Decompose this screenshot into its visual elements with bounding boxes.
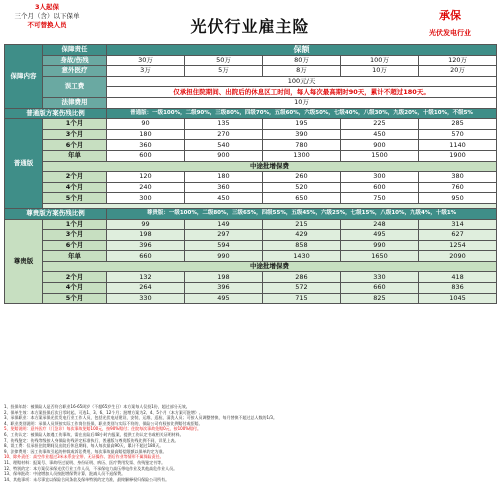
death-amount: 120万 <box>419 55 497 66</box>
premium-value: 900 <box>341 140 419 151</box>
note-line: 14、其他事项：未尽事宜以保险合同条款及保单特别约定为准，最终解释权归保险公司所有。 <box>4 476 170 482</box>
premium-value: 715 <box>263 293 341 304</box>
period-label: 年单 <box>43 251 107 262</box>
lost-wage-label: 误工费 <box>43 76 107 97</box>
period-label: 6个月 <box>43 240 107 251</box>
premium-value: 600 <box>341 182 419 193</box>
table-row <box>5 193 497 204</box>
premium-value: 836 <box>419 283 497 294</box>
premium-value: 429 <box>263 230 341 241</box>
premium-value: 660 <box>341 283 419 294</box>
premium-version-label: 尊贵版 <box>5 219 43 304</box>
min-people-note: 3人起保 <box>34 3 60 11</box>
premium-value: 540 <box>185 140 263 151</box>
premium-value: 2090 <box>419 251 497 262</box>
underwrite-label: 承保 <box>439 9 461 22</box>
table-row <box>5 129 497 140</box>
premium-value: 149 <box>185 219 263 230</box>
coverage-section-label: 保障内容 <box>5 45 43 109</box>
note-line: 3、承保职业：本方案承保光伏发电行业工作人员，包括光伏电站建设、安装、运维、巡检、清洗人员；可按人员调整替换，每月替换不超过总人数的1/3。 <box>4 415 277 421</box>
premium-value: 225 <box>341 119 419 130</box>
premium-value: 264 <box>107 283 185 294</box>
col-liability-header: 保障责任 <box>43 45 107 56</box>
normal-mid-title: 中途批增保费 <box>43 161 497 172</box>
period-label: 3个月 <box>43 129 107 140</box>
premium-value: 600 <box>107 150 185 161</box>
premium-value: 198 <box>107 230 185 241</box>
premium-value: 248 <box>341 219 419 230</box>
note-line: 4、职业类别说明：承保人员须按实际工作岗位投保，职业类别与实际不符的，保险公司有权按比例赔付或拒赔。 <box>4 420 203 426</box>
premium-value: 450 <box>185 193 263 204</box>
note-line: 12、特别约定：本方案仅承保光伏行业工作人员，不承保电力高压带电作业及其他高危作业人员。 <box>4 465 178 471</box>
premium-value: 360 <box>185 182 263 193</box>
premium-value: 180 <box>107 129 185 140</box>
note-line: 5、免赔说明：意外医疗（门急诊）每次事故免赔100元，按90%赔付；住院每次事故免赔0元，按100%赔付。 <box>4 426 202 432</box>
lost-wage-amount: 100元/天 <box>107 76 497 87</box>
premium-value: 1900 <box>419 150 497 161</box>
premium-value: 300 <box>341 172 419 183</box>
period-label: 4个月 <box>43 283 107 294</box>
table-row <box>5 283 497 294</box>
period-label: 6个月 <box>43 140 107 151</box>
note-line: 1、投保年龄：被保险人是否符合职业16-65周岁（不超65岁生日）本方案每人仅投1份，超过部分无效。 <box>4 404 190 409</box>
premium-value: 330 <box>341 272 419 283</box>
premium-value: 1045 <box>419 293 497 304</box>
table-row <box>5 251 497 262</box>
note-line: 8、误工费：仅承担住院期间及出院后休息期间，每人每次最高90天，累计不超过180天。 <box>4 443 164 449</box>
premium-value: 495 <box>341 230 419 241</box>
table-row <box>5 55 497 66</box>
premium-value: 396 <box>107 240 185 251</box>
premium-value: 215 <box>263 219 341 230</box>
premium-value: 297 <box>185 230 263 241</box>
premium-value: 1140 <box>419 140 497 151</box>
premium-plan-desc: 尊贵版：一级100%，二级80%，三级65%，四级55%，五级45%，六级25%，七级15%，八级10%，九级4%，十级1% <box>107 208 497 219</box>
terms-notes <box>4 404 496 498</box>
premium-value: 314 <box>419 219 497 230</box>
table-row <box>5 108 497 119</box>
table-row <box>5 119 497 130</box>
normal-plan-title: 普通版方案伤残比例 <box>5 108 107 119</box>
premium-value: 1254 <box>419 240 497 251</box>
premium-value: 300 <box>107 193 185 204</box>
period-label: 2个月 <box>43 172 107 183</box>
period-label: 1个月 <box>43 219 107 230</box>
normal-plan-desc: 普通版：一级100%，二级90%，三级80%，四级70%，五级60%，六级50%，七级40%，八级30%，九级20%，十级10%，不级5% <box>107 108 497 119</box>
premium-value: 650 <box>263 193 341 204</box>
premium-value: 1430 <box>263 251 341 262</box>
premium-value: 594 <box>185 240 263 251</box>
note-line: 13、保单批改：中途增加人员按批增保费计算，批减人员不退保费。 <box>4 471 126 477</box>
premium-value: 286 <box>263 272 341 283</box>
premium-value: 450 <box>341 129 419 140</box>
table-row <box>5 66 497 77</box>
premium-value: 858 <box>263 240 341 251</box>
death-amount: 100万 <box>341 55 419 66</box>
premium-value: 195 <box>263 119 341 130</box>
premium-value: 1650 <box>341 251 419 262</box>
death-amount: 80万 <box>263 55 341 66</box>
table-row <box>5 219 497 230</box>
premium-value: 520 <box>263 182 341 193</box>
premium-value: 780 <box>263 140 341 151</box>
legal-fee-label: 法律费用 <box>43 97 107 108</box>
table-row <box>5 230 497 241</box>
premium-value: 750 <box>341 193 419 204</box>
premium-value: 1300 <box>263 150 341 161</box>
period-label: 5个月 <box>43 193 107 204</box>
premium-value: 285 <box>419 119 497 130</box>
note-line: 7、伤残鉴定：伤残等级按人身保险伤残评定标准执行，普通版与尊贵版伤残比例不同，详见上表。 <box>4 437 179 443</box>
table-row <box>5 261 497 272</box>
medical-label: 意外医疗 <box>43 66 107 77</box>
no-replace-note: 不可替换人员 <box>27 21 67 29</box>
period-label: 4个月 <box>43 182 107 193</box>
premium-value: 990 <box>341 240 419 251</box>
premium-value: 660 <box>107 251 185 262</box>
normal-version-label: 普通版 <box>5 119 43 209</box>
period-label: 1个月 <box>43 119 107 130</box>
premium-value: 198 <box>185 272 263 283</box>
table-row <box>5 140 497 151</box>
medical-amount: 5万 <box>185 66 263 77</box>
note-line: 2、保单生效：本方案投保后次日零时起，可选1、3、6、12个月；批增方案为2、4、5个月（本方案可批增）。 <box>4 409 203 415</box>
medical-amount: 8万 <box>263 66 341 77</box>
premium-value: 360 <box>107 140 185 151</box>
premium-value: 418 <box>419 272 497 283</box>
header <box>0 0 500 44</box>
period-label: 年单 <box>43 150 107 161</box>
table-row <box>5 272 497 283</box>
table-row <box>5 208 497 219</box>
premium-value: 380 <box>419 172 497 183</box>
lost-wage-note: 仅承担住院期间、出院后的休息区工时间，每人每次最高期时90天，累计不超过180天。 <box>107 87 497 98</box>
premium-table <box>4 44 497 304</box>
table-row <box>5 45 497 56</box>
premium-value: 99 <box>107 219 185 230</box>
medical-amount: 20万 <box>419 66 497 77</box>
col-amount-header: 保额 <box>107 45 497 56</box>
table-row <box>5 150 497 161</box>
table-row <box>5 161 497 172</box>
table-row <box>5 172 497 183</box>
premium-plan-title: 尊贵版方案伤残比例 <box>5 208 107 219</box>
premium-value: 825 <box>341 293 419 304</box>
table-row <box>5 97 497 108</box>
premium-value: 627 <box>419 230 497 241</box>
period-label: 3个月 <box>43 230 107 241</box>
premium-value: 396 <box>185 283 263 294</box>
premium-value: 330 <box>107 293 185 304</box>
medical-amount: 10万 <box>341 66 419 77</box>
premium-value: 260 <box>263 172 341 183</box>
premium-value: 180 <box>185 172 263 183</box>
short-term-note: 三个月（含）以下保单 <box>14 12 80 20</box>
premium-value: 950 <box>419 193 497 204</box>
premium-value: 90 <box>107 119 185 130</box>
header-right <box>406 7 494 38</box>
premium-value: 270 <box>185 129 263 140</box>
death-amount: 30万 <box>107 55 185 66</box>
table-row <box>5 293 497 304</box>
premium-value: 572 <box>263 283 341 294</box>
note-line: 10、除外责任：高空作业超过3米未系安全带、无证操作、酒后作业等情形不属保险责任。 <box>4 454 164 460</box>
page-title: 光伏行业雇主险 <box>190 17 310 36</box>
premium-value: 990 <box>185 251 263 262</box>
premium-value: 760 <box>419 182 497 193</box>
premium-value: 1500 <box>341 150 419 161</box>
premium-value: 900 <box>185 150 263 161</box>
premium-value: 120 <box>107 172 185 183</box>
legal-fee-amount: 10万 <box>107 97 497 108</box>
note-line: 11、理赔材料：报案号、事故经过说明、身份证明、病历、医疗费用发票、伤残鉴定书等。 <box>4 459 166 465</box>
premium-mid-title: 中途批增保费 <box>43 261 497 272</box>
industry-label: 光伏发电行业 <box>429 29 471 37</box>
note-line: 9、法律费用：因工伤事故引起的仲裁或诉讼费用，每次事故最高赔偿限额以保单约定为准。 <box>4 448 167 454</box>
period-label: 2个月 <box>43 272 107 283</box>
table-row <box>5 182 497 193</box>
premium-value: 135 <box>185 119 263 130</box>
table-row <box>5 240 497 251</box>
premium-value: 570 <box>419 129 497 140</box>
premium-value: 132 <box>107 272 185 283</box>
premium-value: 390 <box>263 129 341 140</box>
period-label: 5个月 <box>43 293 107 304</box>
note-line: 6、工伤认定：被保险人如遇工伤事故，需在出险后48小时内报案，提供工伤认定书或相关证明材料。 <box>4 431 184 437</box>
premium-value: 240 <box>107 182 185 193</box>
premium-value: 495 <box>185 293 263 304</box>
death-amount: 50万 <box>185 55 263 66</box>
death-label: 身故/伤残 <box>43 55 107 66</box>
table-row <box>5 76 497 87</box>
medical-amount: 3万 <box>107 66 185 77</box>
